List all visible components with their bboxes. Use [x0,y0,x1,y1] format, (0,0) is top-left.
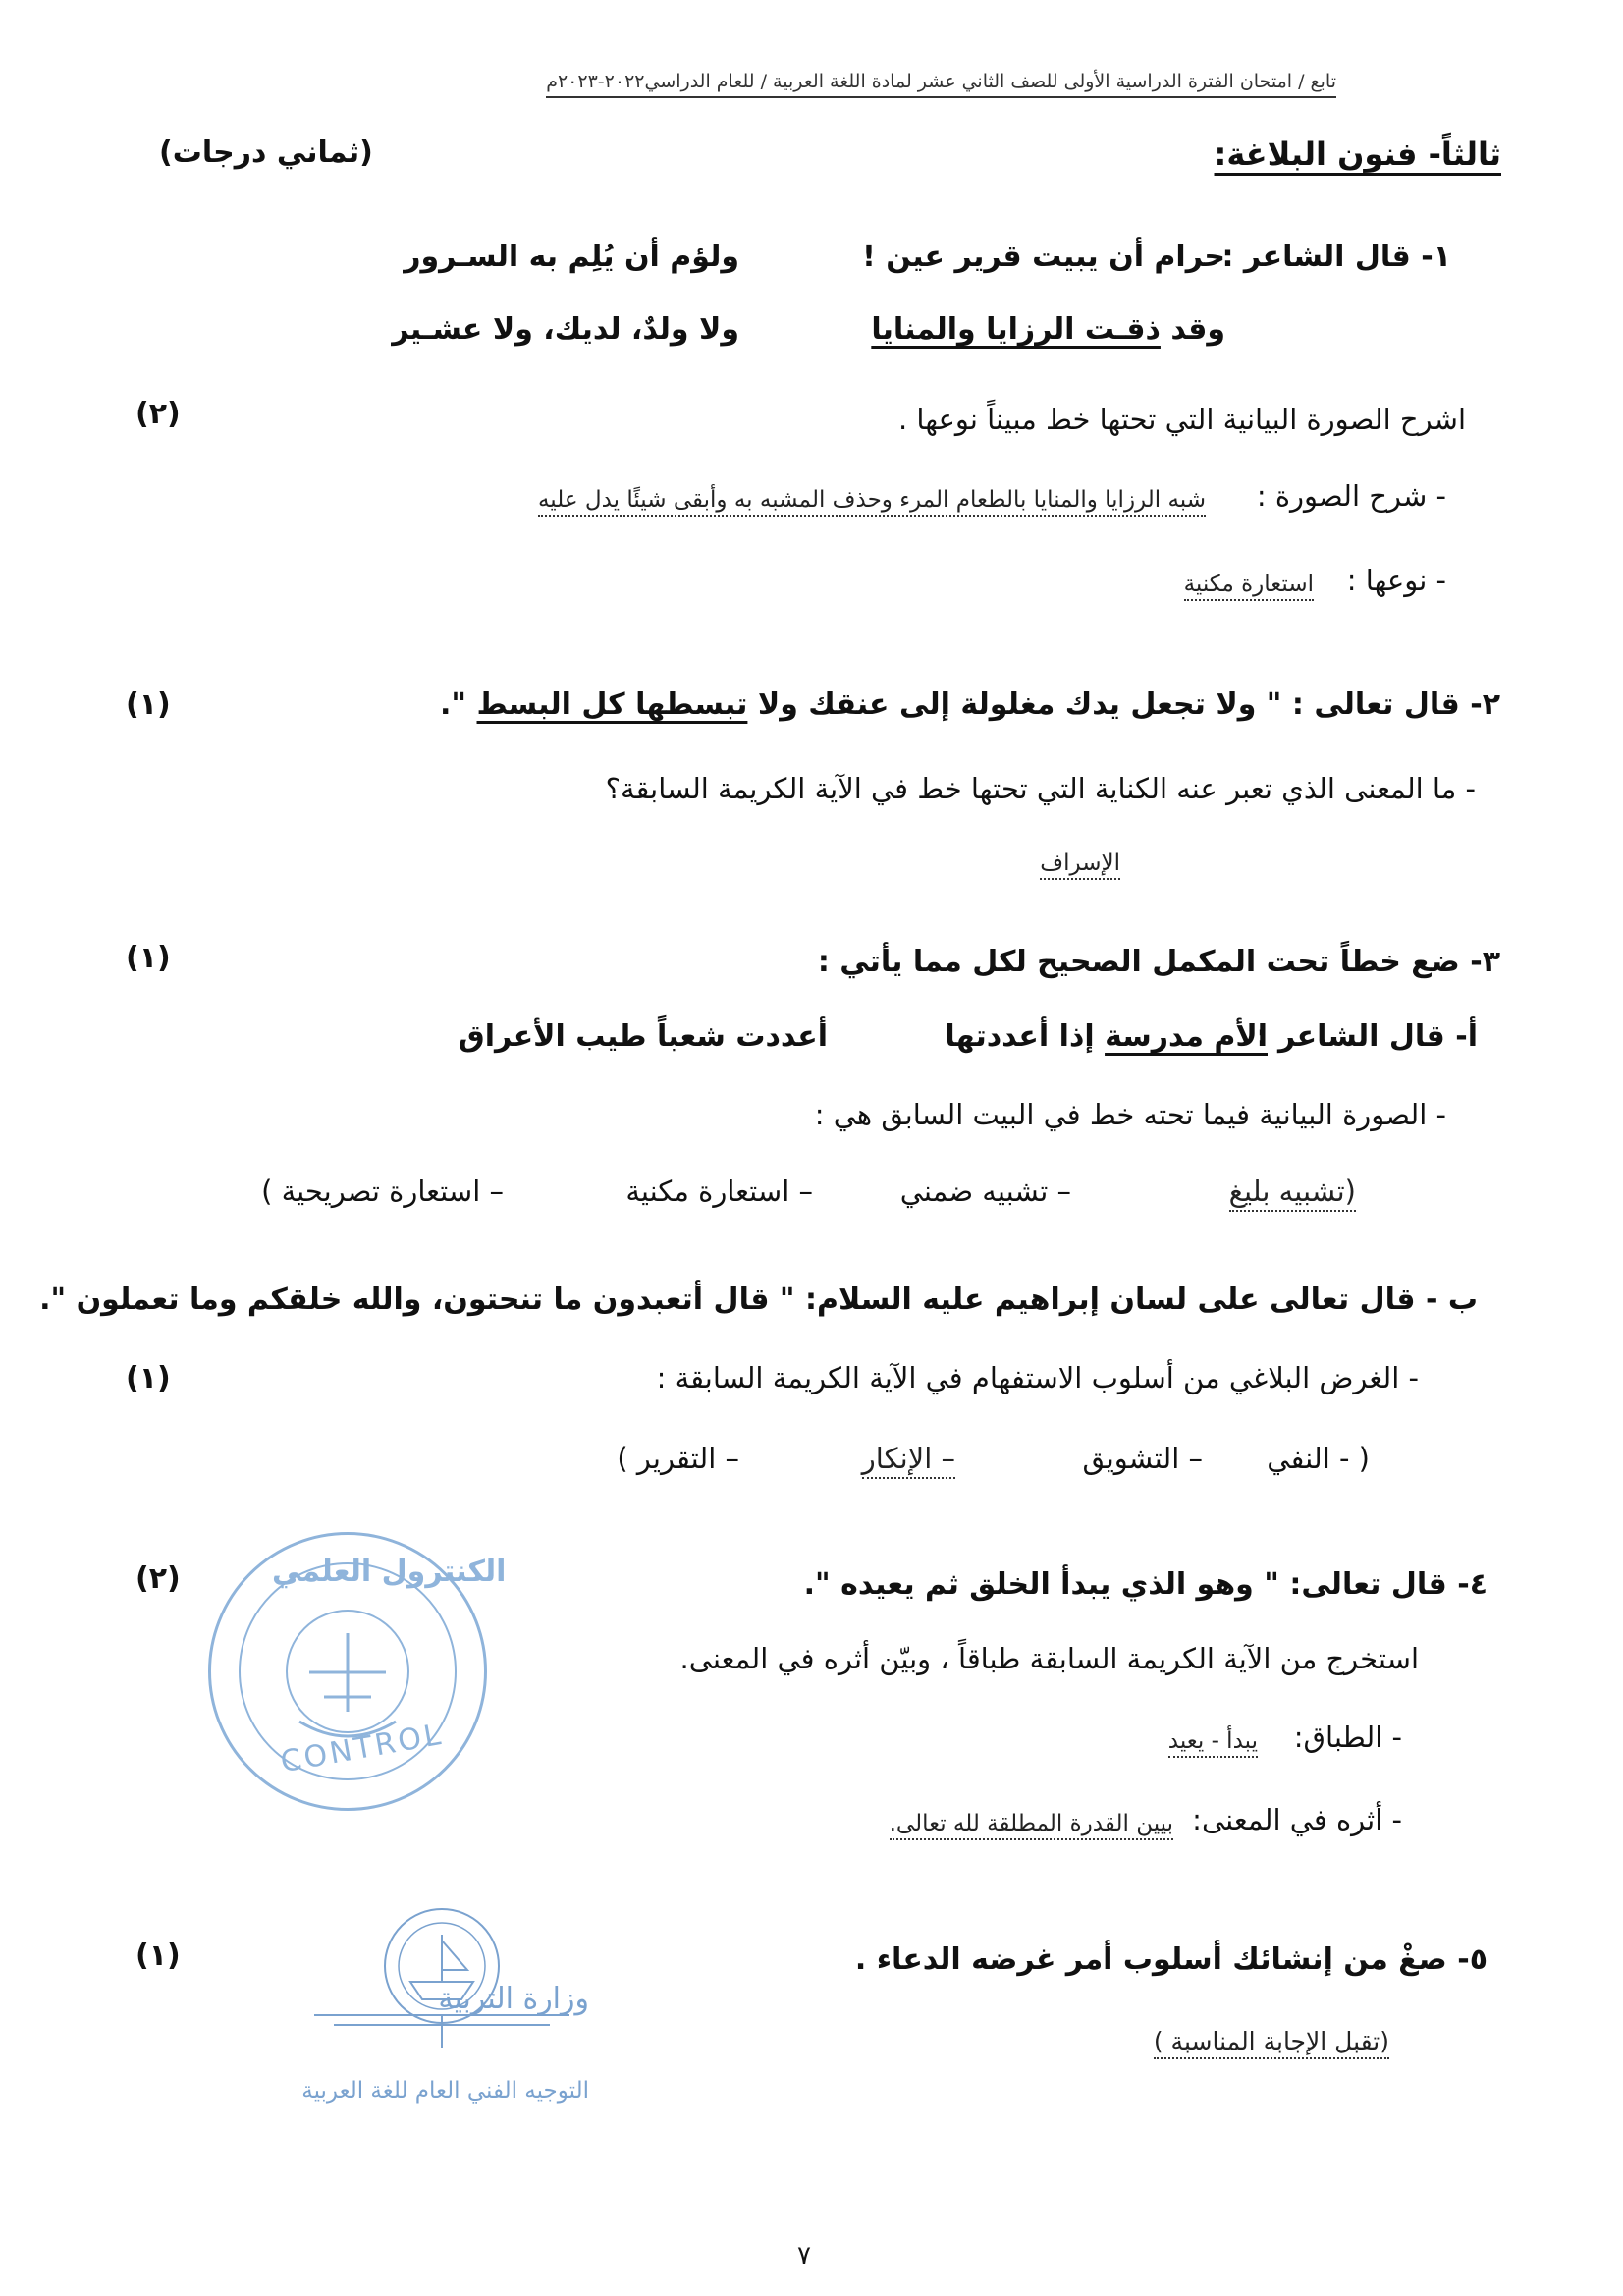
q3a-option-3: – استعارة مكنية [625,1175,813,1208]
q2-question: - ما المعنى الذي تعبر عنه الكناية التي تحتها خط في الآية الكريمة السابقة؟ [605,772,1476,805]
q3-mark: (١) [126,941,171,975]
q1-explain-answer: شبه الرزايا والمنايا بالطعام المرء وحذف المشبه به وأبقى شيئًا يدل عليه [538,487,1206,517]
q3b-option-1: ( - النفي [1267,1442,1370,1475]
q1-task: اشرح الصورة البيانية التي تحتها خط مبيناً نوعها . [897,403,1466,436]
ministry-stamp [295,1905,589,2121]
q3a-intro: أ- قال الشاعر : [1256,1019,1478,1054]
q3a-option-4: – استعارة تصريحية ) [261,1175,504,1208]
q4-tibaq-answer: يبدأ - يعيد [1168,1728,1258,1758]
exam-header: تابع / امتحان الفترة الدراسية الأولى للصف الثاني عشر لمادة اللغة العربية / للعام الدراسي٢٠٢٢-٢٠٢٣م [546,71,1336,98]
section-total-marks: (ثماني درجات) [159,136,373,170]
q1-intro: ١- قال الشاعر : [1221,240,1451,274]
q3a-question: - الصورة البيانية فيما تحته خط في البيت السابق هي : [814,1098,1446,1131]
q1-hemistich-4: ولا ولدٌ، لديك، ولا عشـير [392,312,739,347]
q3a-option-1: (تشبيه بليغ [1229,1175,1356,1208]
control-stamp-arabic: الكنترول العلمي [272,1555,507,1589]
ministry-emblem [295,1905,589,2052]
section-title: ثالثاً- فنون البلاغة: [1214,136,1501,173]
control-stamp [208,1532,507,1811]
q3a-hemistich-1: الأم مدرسة إذا أعددتها [945,1019,1268,1054]
q2-answer: الإسراف [1040,850,1120,880]
q1-hemistich-1: حرام أن يبيت قرير عين ! [862,240,1225,274]
ministry-stamp-dept: التوجيه الفني العام للغة العربية [301,2078,589,2104]
q1-underlined-phrase: ذقـت الرزايا والمنايا [871,312,1161,347]
q1-hemistich-3: وقد ذقـت الرزايا والمنايا [871,312,1225,347]
q2-underlined-phrase: تبسطها كل البسط [476,687,748,722]
q1-mark: (٢) [135,397,181,431]
q4-intro: ٤- قال تعالى: " وهو الذي يبدأ الخلق ثم يعيده ". [803,1567,1488,1602]
q1-type-answer: استعارة مكنية [1184,572,1314,601]
control-stamp-word: CONTROL [278,1717,447,1780]
q5-answer: (تقبل الإجابة المناسبة ) [1154,2027,1389,2059]
q3b-intro: ب - قال تعالى على لسان إبراهيم عليه السلام: " قال أتعبدون ما تنحتون، والله خلقكم وما تعملون ". [39,1283,1478,1317]
q1-hemistich-2: ولؤم أن يُلِم به السـرور [404,240,739,274]
q4-effect-label: - أثره في المعنى: [1192,1803,1402,1836]
q5-mark: (١) [135,1939,181,1973]
q3b-option-4: – التقرير ) [617,1442,739,1475]
ministry-stamp-name: وزارة التربية [438,1982,589,2016]
q4-mark: (٢) [135,1561,181,1596]
q3a-hemistich-2: أعددت شعباً طيب الأعراق [458,1019,828,1054]
q3b-mark: (١) [126,1361,171,1395]
q4-effect-answer: بيين القدرة المطلقة لله تعالى. [890,1811,1173,1840]
q5-intro: ٥- صغْ من إنشائك أسلوب أمر غرضه الدعاء . [854,1942,1488,1977]
q4-task: استخرج من الآية الكريمة السابقة طباقاً ، وبيّن أثره في المعنى. [679,1642,1419,1675]
q2-mark: (١) [126,687,171,722]
page-number: ٧ [797,2241,811,2270]
q3b-option-2: – التشويق [1082,1442,1203,1475]
q1-type-label: - نوعها : [1346,564,1446,597]
q3-title: ٣- ضع خطاً تحت المكمل الصحيح لكل مما يأتي : [817,945,1500,979]
q3a-option-2: – تشبيه ضمني [899,1175,1071,1208]
q1-explain-label: - شرح الصورة : [1256,479,1446,513]
q2-intro: ٢- قال تعالى : " ولا تجعل يدك مغلولة إلى عنقك ولا تبسطها كل البسط ". [440,687,1500,722]
q3a-underlined-phrase: الأم مدرسة [1105,1019,1268,1054]
q3b-option-3: – الإنكار [862,1442,955,1475]
q4-tibaq-label: - الطباق: [1293,1721,1402,1754]
q3b-question: - الغرض البلاغي من أسلوب الاستفهام في الآية الكريمة السابقة : [656,1361,1419,1394]
